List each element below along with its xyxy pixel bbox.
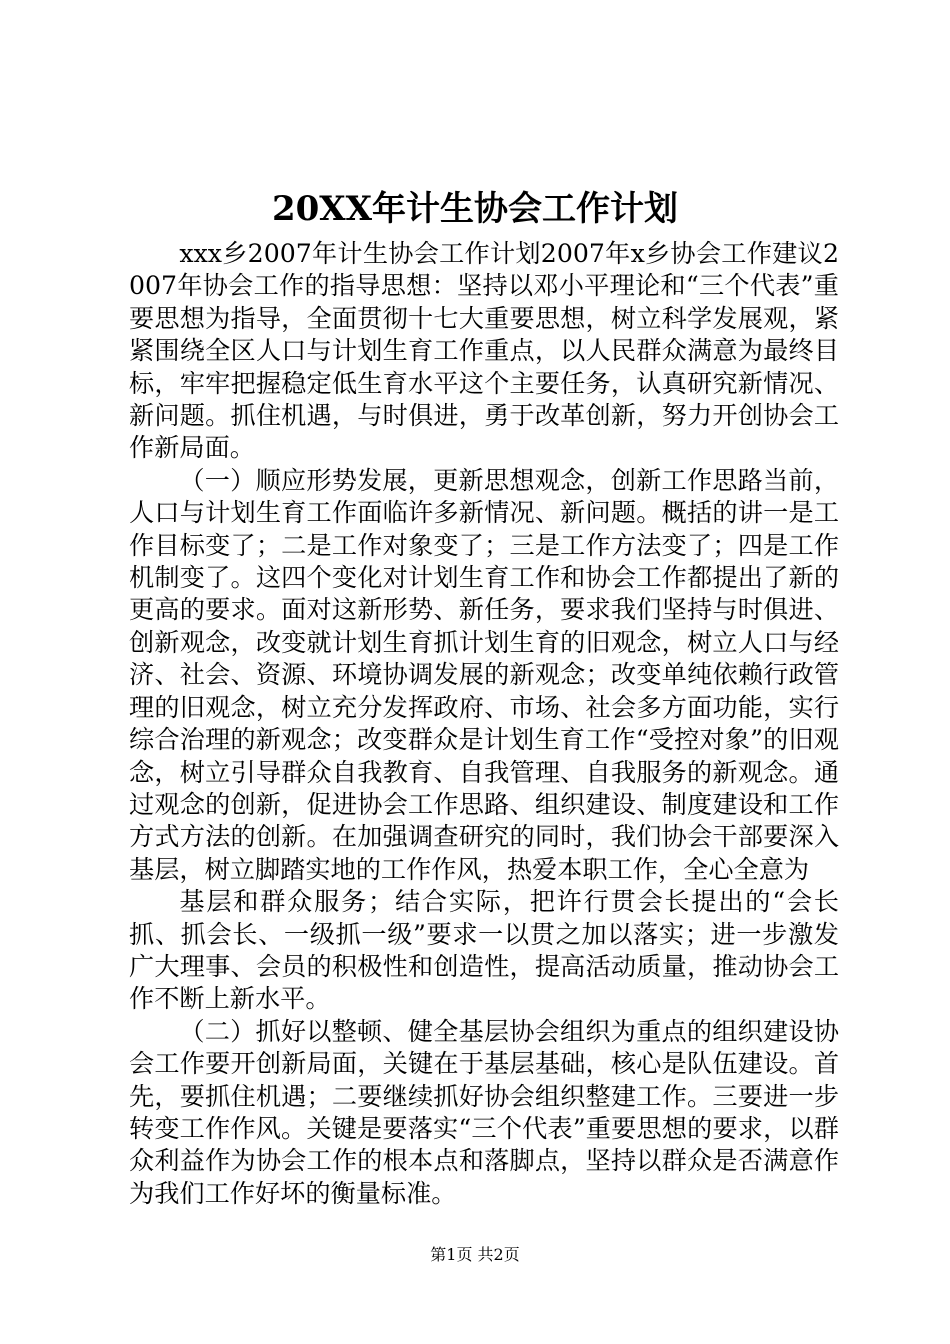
paragraph-section-2: （二）抓好以整顿、健全基层协会组织为重点的组织建设协会工作要开创新局面，关键在于基层基础，核心是队伍建设。首先，要抓住机遇；二要继续抓好协会组织整建工作。三要进一步转变工作作风。关键是要落实“三个代表”重要思想的要求，以群众利益作为协会工作的根本点和落脚点，坚持以群众是否满意作为我们工作好坏的衡量标准。 (129, 1016, 839, 1208)
paragraph-section-1: （一）顺应形势发展，更新思想观念，创新工作思路当前，人口与计划生育工作面临许多新情况、新问题。概括的讲一是工作目标变了；二是工作对象变了；三是工作方法变了；四是工作机制变了。这四个变化对计划生育工作和协会工作都提出了新的更高的要求。面对这新形势、新任务，要求我们坚持与时俱进、创新观念，改变就计划生育抓计划生育的旧观念，树立人口与经济、社会、资源、环境协调发展的新观念；改变单纯依赖行政管理的旧观念，树立充分发挥政府、市场、社会多方面功能，实行综合治理的新观念；改变群众是计划生育工作“受控对象”的旧观念，树立引导群众自我教育、自我管理、自我服务的新观念。通过观念的创新，促进协会工作思路、组织建设、制度建设和工作方式方法的创新。在加强调查研究的同时，我们协会干部要深入基层，树立脚踏实地的工作作风，热爱本职工作，全心全意为 (129, 465, 839, 884)
paragraph-section-1-continued: 基层和群众服务；结合实际，把许行贯会长提出的“会长抓、抓会长、一级抓一级”要求一以贯之加以落实；进一步激发广大理事、会员的积极性和创造性，提高活动质量，推动协会工作不断上新水平。 (129, 887, 839, 1014)
paragraph-intro: xxx乡2007年计生协会工作计划2007年x乡协会工作建议2007年协会工作的指导思想：坚持以邓小平理论和“三个代表”重要思想为指导，全面贯彻十七大重要思想，树立科学发展观，紧紧围绕全区人口与计划生育工作重点，以人民群众满意为最终目标，牢牢把握稳定低生育水平这个主要任务，认真研究新情况、新问题。抓住机遇，与时俱进，勇于改革创新，努力开创协会工作新局面。 (129, 239, 839, 463)
page-number-footer: 第1页 共2页 (430, 1245, 520, 1264)
document-body (129, 238, 839, 1210)
document-title: 20XX年计生协会工作计划 (271, 189, 679, 229)
